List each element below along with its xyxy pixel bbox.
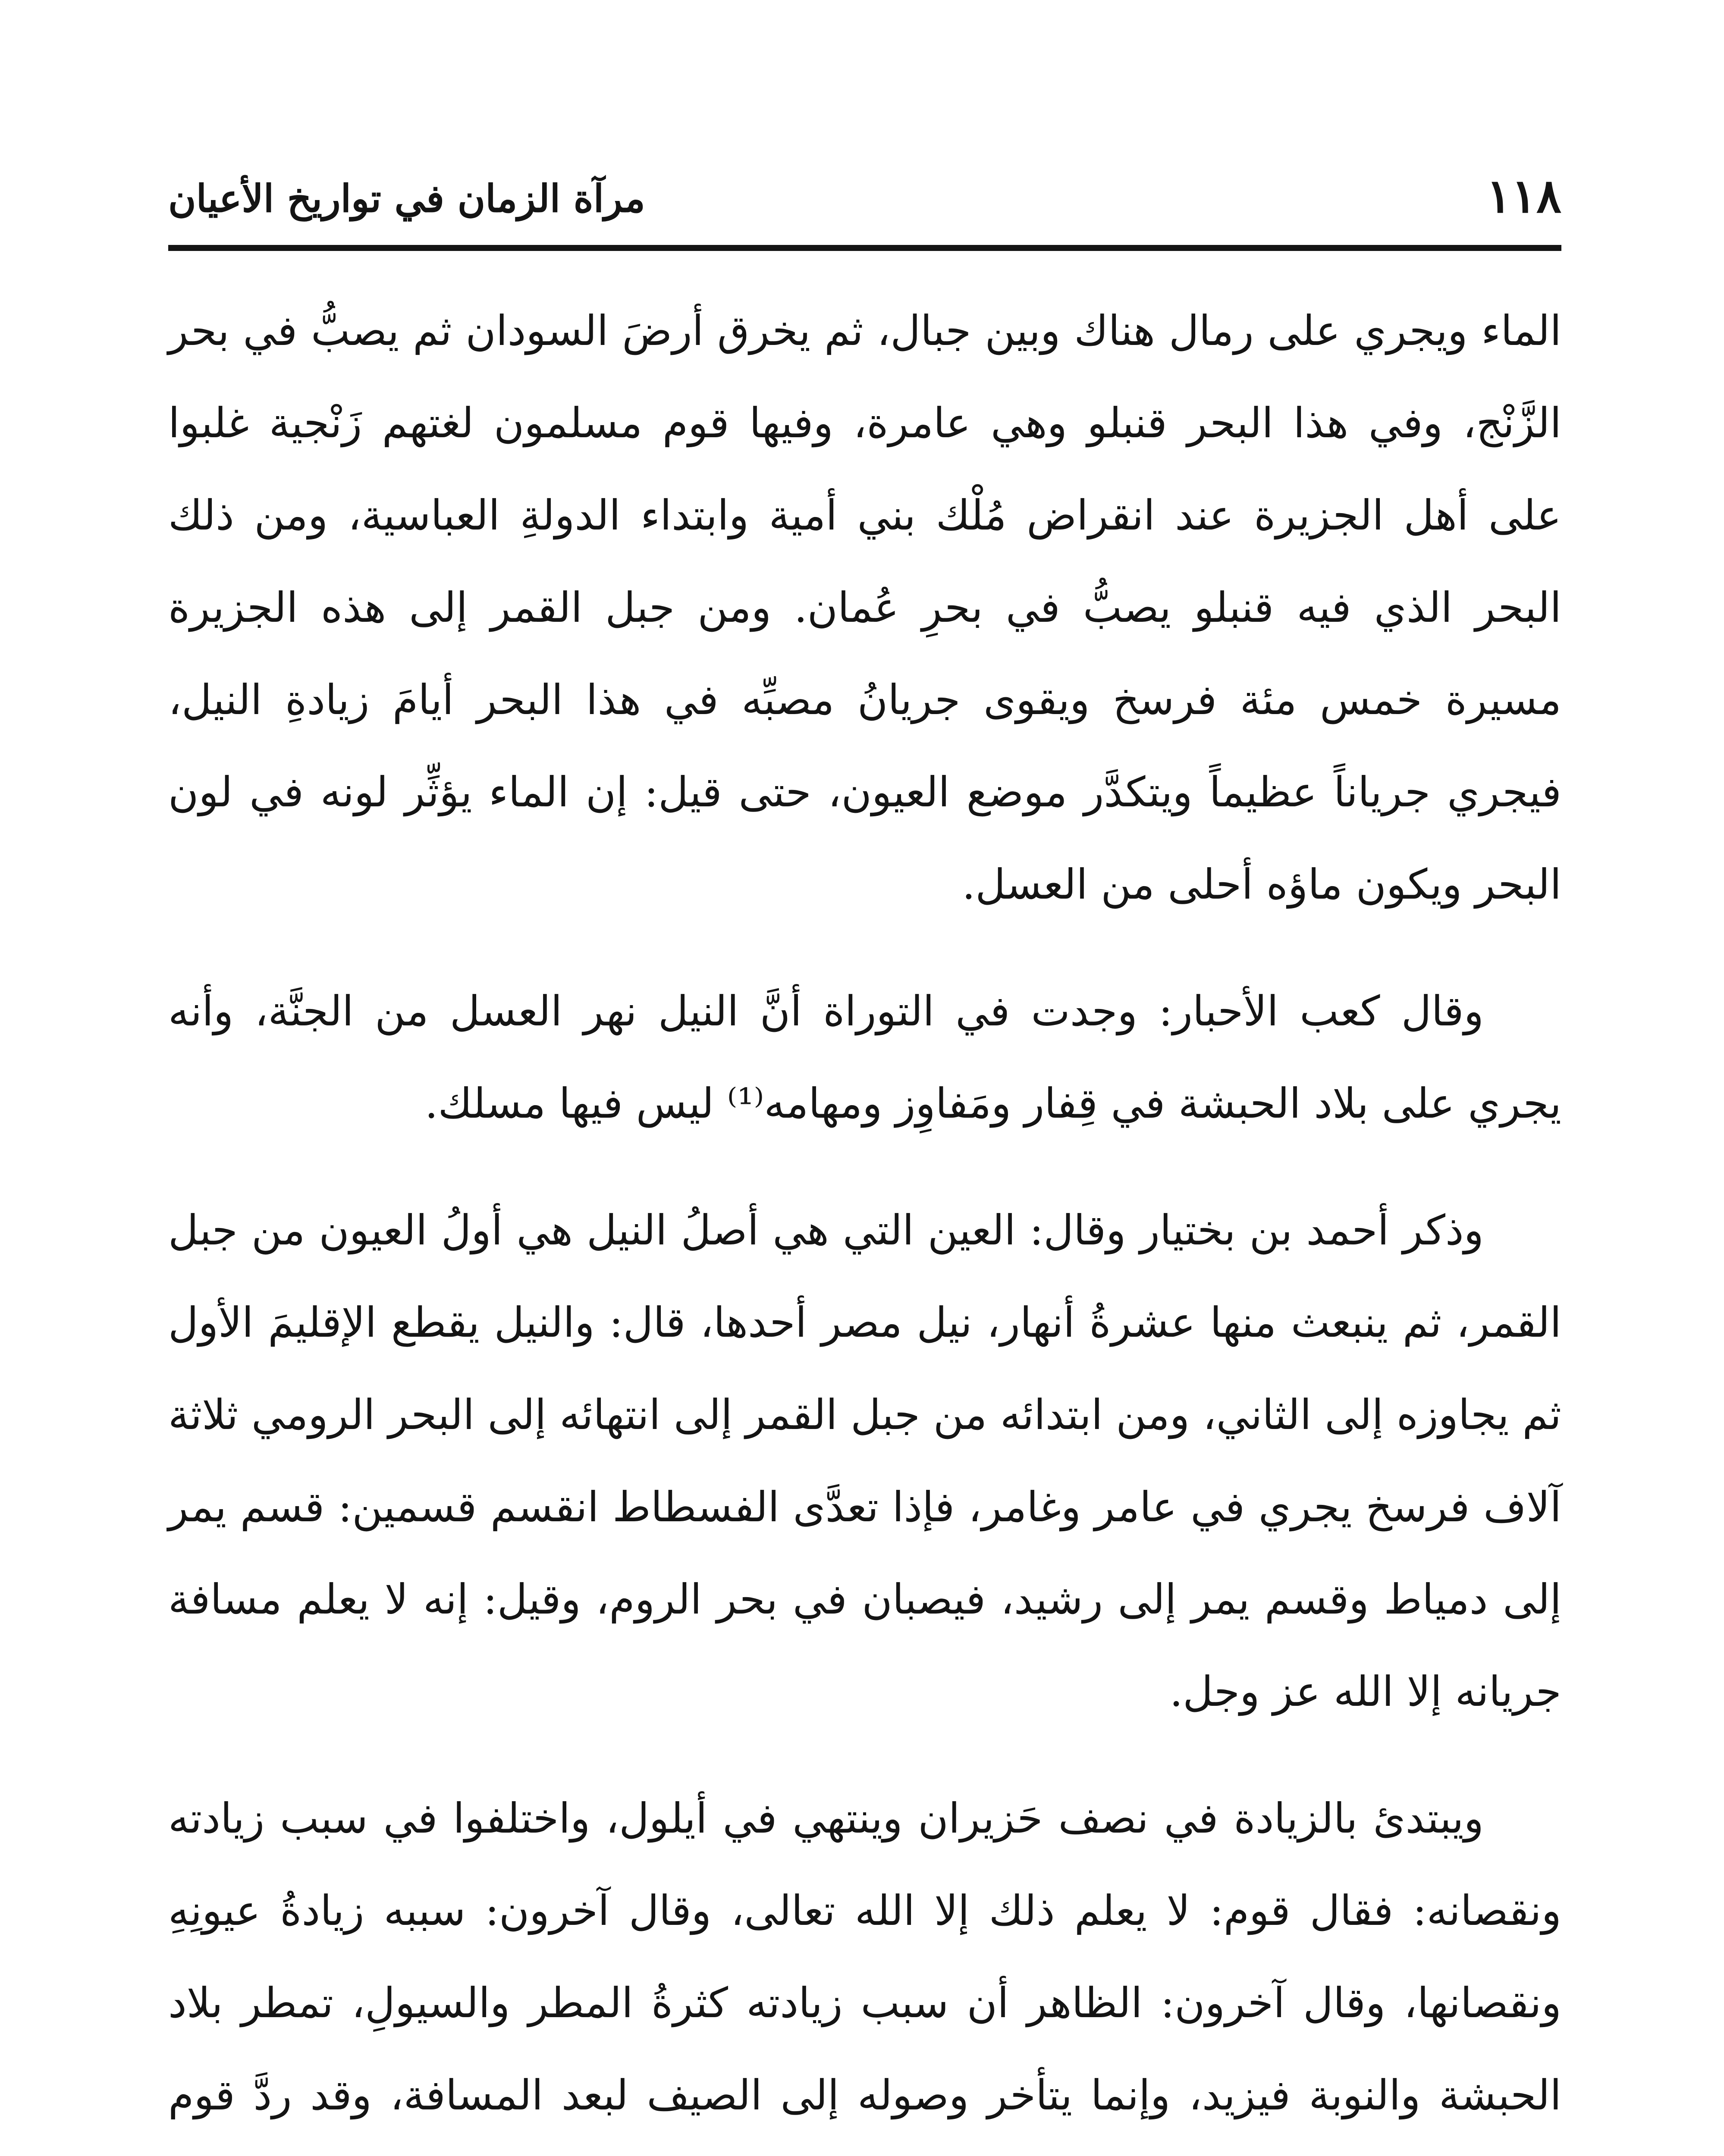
- header-divider: [168, 245, 1561, 251]
- page-number: ١١٨: [1486, 169, 1561, 223]
- page-header: [168, 160, 1561, 246]
- running-title: مرآة الزمان في تواريخ الأعيان: [168, 176, 645, 221]
- paragraph-3: وذكر أحمد بن بختيار وقال: العين التي هي أصلُ النيل هي أولُ العيون من جبل القمر، ثم ينبعث منها عشرةُ أنهار، نيل مصر أحدها، قال: والنيل يقطع الإقليمَ الأول ثم يجاوزه إلى الثاني، ومن ابتدائه من جبل القمر إلى انتهائه إلى البحر الرومي ثلاثة آلاف فرسخ يجري في عامر وغامر، فإذا تعدَّى الفسطاط انقسم قسمين: قسم يمر إلى دمياط وقسم يمر إلى رشيد، فيصبان في بحر الروم، وقيل: إنه لا يعلم مسافة جريانه إلا الله عز وجل.: [168, 1206, 1562, 1716]
- main-text: [168, 285, 1561, 2156]
- paragraph-2: وقال كعب الأحبار: وجدت في التوراة أنَّ النيل نهر العسل من الجنَّة، وأنه يجري على بلاد الحبشة في قِفار ومَفاوِز ومهامه⁽¹⁾ ليس فيها مسلك.: [168, 987, 1561, 1128]
- paragraph-1: الماء ويجري على رمال هناك وبين جبال، ثم يخرق أرضَ السودان ثم يصبُّ في بحر الزَّنْج، وفي هذا البحر قنبلو وهي عامرة، وفيها قوم مسلمون لغتهم زَنْجية غلبوا على أهل الجزيرة عند انقراض مُلْك بني أمية وابتداء الدولةِ العباسية، ومن ذلك البحر الذي فيه قنبلو يصبُّ في بحرِ عُمان. ومن جبل القمر إلى هذه الجزيرة مسيرة خمس مئة فرسخ ويقوى جريانُ مصبِّه في هذا البحر أيامَ زيادةِ النيل، فيجري جرياناً عظيماً ويتكدَّر موضع العيون، حتى قيل: إن الماء يؤثِّر لونه في لون البحر ويكون ماؤه أحلى من العسل.: [168, 307, 1562, 909]
- paragraph-4: ويبتدئ بالزيادة في نصف حَزيران وينتهي في أيلول، واختلفوا في سبب زيادته ونقصانه: فقال قوم: لا يعلم ذلك إلا الله تعالى، وقال آخرون: سببه زيادةُ عيونِهِ ونقصانها، وقال آخرون: الظاهر أن سبب زيادته كثرةُ المطر والسيولِ، تمطر بلاد الحبشة والنوبة فيزيد، وإنما يتأخر وصوله إلى الصيف لبعد المسافة، وقد ردَّ قوم: [168, 1794, 1562, 2119]
